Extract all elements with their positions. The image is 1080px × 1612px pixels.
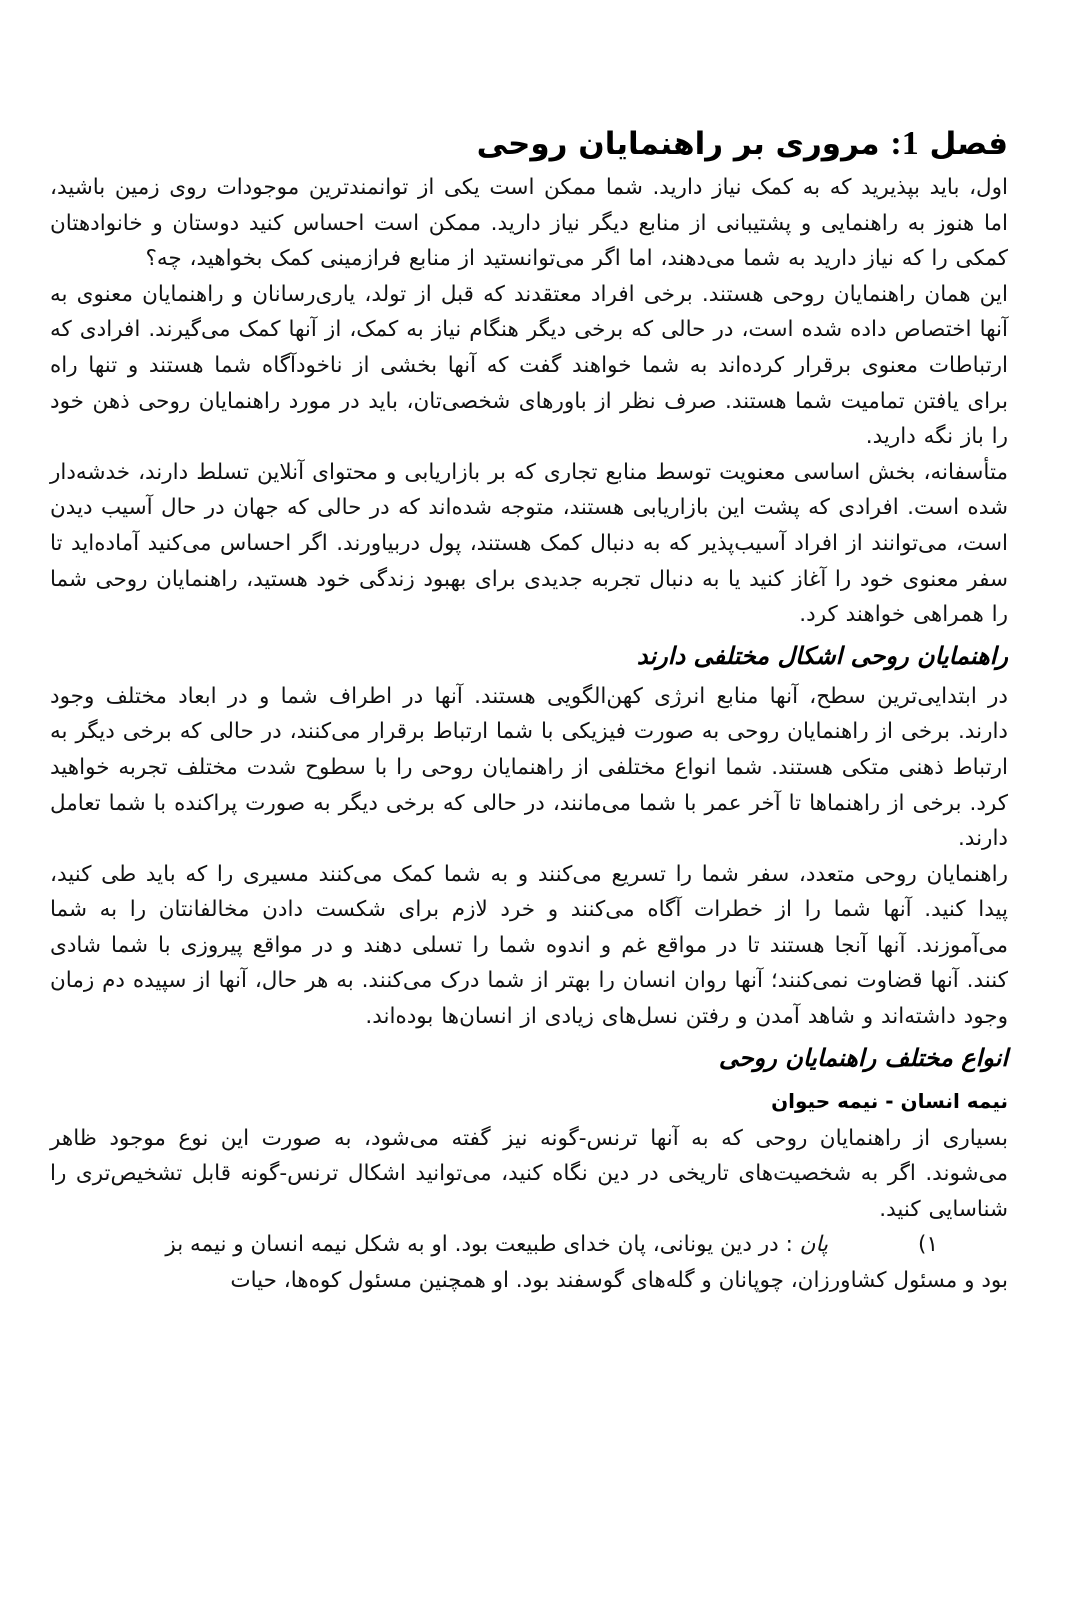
chapter-title <box>50 118 1008 170</box>
list-item-first-line <box>50 1227 1008 1263</box>
document-page <box>50 118 1008 1299</box>
forms-paragraph-1: در ابتدایی‌ترین سطح، آنها منابع انرژی کهن‌الگویی هستند. آنها در اطراف شما و در ابعاد مختلف وجود دارند. برخی از راهنمایان روحی به صورت فیزیکی با شما ارتباط برقرار می‌کنند، در حالی که برخی دیگر به ارتباط ذهنی متکی هستند. شما انواع مختلفی از راهنمایان روحی را با سطوح شدت مختلف تجربه خواهید کرد. برخی از راهنماها تا آخر عمر با شما می‌مانند، در حالی که برخی دیگر به صورت پراکنده با شما تعامل دارند. <box>50 683 1008 852</box>
chapter-title-prefix: فصل <box>929 126 1008 162</box>
types-paragraph: بسیاری از راهنمایان روحی که به آنها ترنس-گونه نیز گفته می‌شود، به صورت این نوع موجود ظاهر می‌شوند. اگر به شخصیت‌های تاریخی در دین نگاه کنید، می‌توانید اشکال ترنس-گونه قابل تشخیص‌تری را شناسایی کنید. <box>50 1125 1008 1222</box>
chapter-number: 1: <box>890 125 919 162</box>
intro-paragraph-1: اول، باید بپذیرید که به کمک نیاز دارید. شما ممکن است یکی از توانمندترین موجودات روی زمین باشید، اما هنوز به راهنمایی و پشتیبانی از منابع دیگر نیاز دارید. ممکن است احساس کنید دوستان و خانوادهتان کمکی را که نیاز دارید به شما می‌دهند، اما اگر می‌توانستید از منابع فرازمینی کمک بخواهید، چه؟ <box>50 175 1008 272</box>
chapter-title-text: مروری بر راهنمایان روحی <box>476 126 880 162</box>
forms-paragraph-2: راهنمایان روحی متعدد، سفر شما را تسریع می‌کنند و به شما کمک می‌کنند مسیری را که باید طی کنید، پیدا کنید. آنها شما را از خطرات آگاه می‌کنند و خرد لازم برای شکست دادن مخالفانتان را به شما می‌آموزند. آنها آنجا هستند تا در مواقع غم و اندوه شما را تسلی دهند و در مواقع پیروزی با شما شادی کنند. آنها قضاوت نمی‌کنند؛ آنها روان انسان را بهتر از شما درک می‌کنند. به هر حال، آنها از سپیده دم زمان وجود داشته‌اند و شاهد آمدن و رفتن نسل‌های زیادی از انسان‌ها بوده‌اند. <box>50 861 1008 1030</box>
list-item-pan <box>50 1227 1008 1298</box>
list-term: پان <box>799 1232 828 1258</box>
section-heading-types: انواع مختلف راهنمایان روحی <box>718 1043 1008 1072</box>
list-text-first: : در دین یونانی، پان خدای طبیعت بود. او به شکل نیمه انسان و نیمه بز <box>165 1232 800 1258</box>
intro-paragraph-3: متأسفانه، بخش اساسی معنویت توسط منابع تجاری که بر بازاریابی و محتوای آنلاین تسلط دارند، خدشه‌دار شده است. افرادی که پشت این بازاریابی هستند، متوجه شده‌اند که در حالی که جهان در حال آسیب دیدن است، می‌توانند از افراد آسیب‌پذیر که به دنبال کمک هستند، پول دربیاورند. اگر احساس می‌کنید آماده‌اید تا سفر معنوی خود را آغاز کنید یا به دنبال تجربه جدیدی برای بهبود زندگی خود هستید، راهنمایان روحی شما را همراهی خواهند کرد. <box>50 459 1008 628</box>
subheading-half-human: نیمه انسان - نیمه حیوان <box>771 1088 1008 1113</box>
list-text-rest: بود و مسئول کشاورزان، چوپانان و گله‌های گوسفند بود. او همچنین مسئول کوه‌ها، حیات <box>230 1268 1008 1294</box>
list-marker: ۱) <box>918 1232 938 1258</box>
section-heading-forms: راهنمایان روحی اشکال مختلفی دارند <box>636 641 1008 670</box>
intro-paragraph-2: این همان راهنمایان روحی هستند. برخی افراد معتقدند که قبل از تولد، یاری‌رسانان و راهنمایان معنوی به آنها اختصاص داده شده است، در حالی که برخی دیگر هنگام نیاز به کمک، از آنها کمک می‌گیرند. افرادی که ارتباطات معنوی برقرار کرده‌اند به شما خواهند گفت که آنها بخشی از ناخودآگاه شما هستند و تنها راه برای یافتن تمامیت شما هستند. صرف نظر از باورهای شخصی‌تان، باید در مورد راهنمایان روحی ذهن خود را باز نگه دارید. <box>50 281 1008 450</box>
